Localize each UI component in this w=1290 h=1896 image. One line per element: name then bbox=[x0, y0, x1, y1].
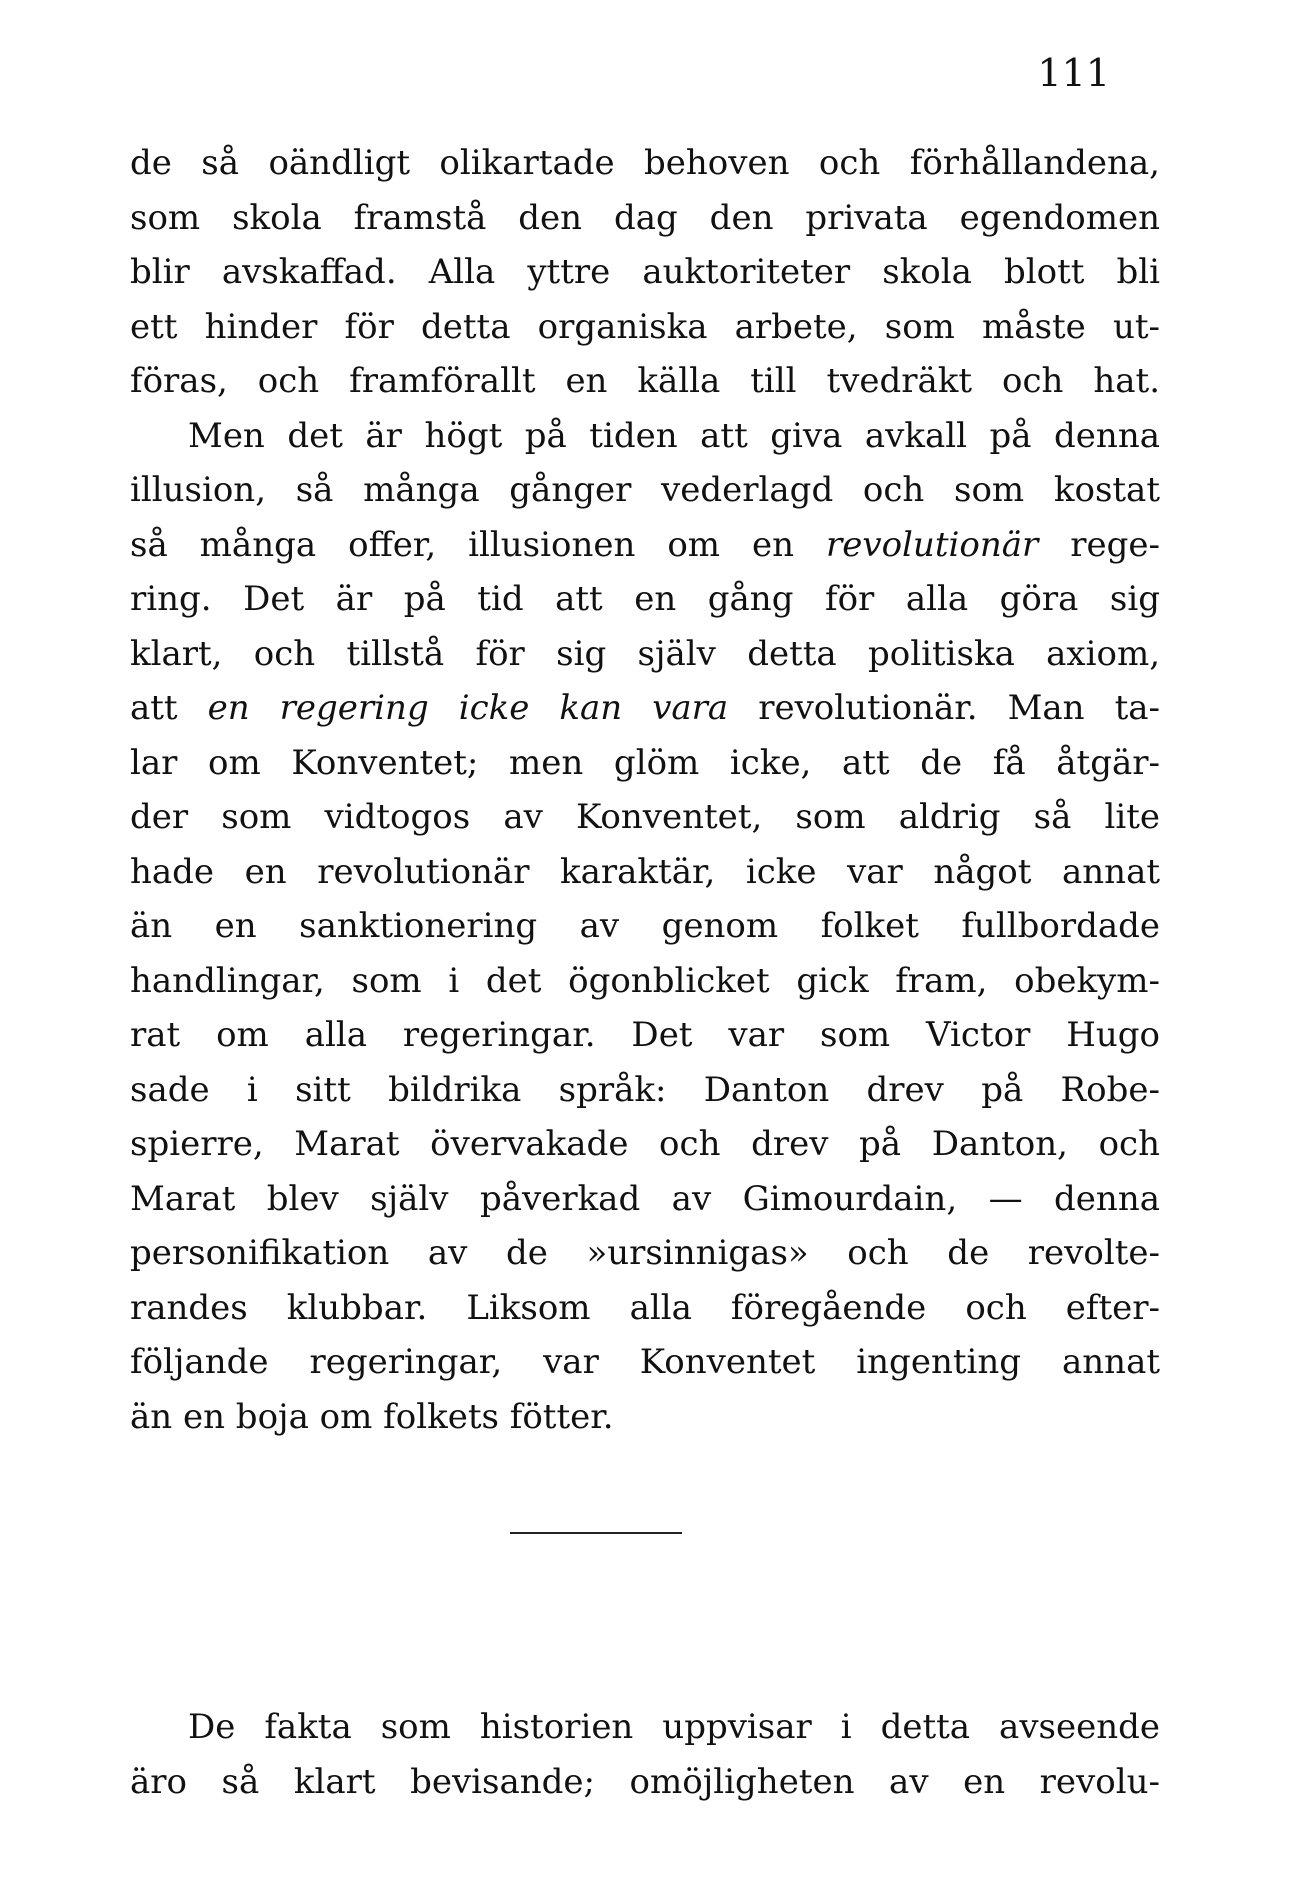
text-line: än en sanktionering av genom folket fullbordade bbox=[130, 906, 1160, 946]
text-line: Men det är högt på tiden att giva avkall på denna bbox=[188, 415, 1160, 456]
italic-text: en regering icke kan vara bbox=[207, 688, 729, 728]
text-line: Marat blev själv påverkad av Gimourdain, — denna bbox=[130, 1178, 1160, 1219]
text-line: blir avskaffad. Alla yttre auktoriteter skola blott bli bbox=[130, 252, 1160, 292]
text-line: de så oändligt olikartade behoven och förhållandena, bbox=[130, 143, 1160, 183]
text-line bbox=[130, 518, 1160, 573]
italic-text: revolutionär bbox=[826, 524, 1039, 565]
text-line: äro så klart bevisande; omöjligheten av en revolu- bbox=[130, 1761, 1160, 1802]
text-line: der som vidtogos av Konventet, som aldrig så lite bbox=[130, 797, 1160, 837]
page-number: 111 bbox=[1037, 51, 1110, 95]
text-line: handlingar, som i det ögonblicket gick fram, obekym- bbox=[130, 960, 1160, 1001]
text-line: klart, och tillstå för sig själv detta politiska axiom, bbox=[130, 633, 1160, 674]
text-line: följande regeringar, var Konventet ingenting annat bbox=[130, 1342, 1160, 1382]
text-line: än en boja om folkets fötter. bbox=[130, 1396, 614, 1437]
text-segment: revolutionär. Man ta- bbox=[728, 688, 1160, 728]
text-segment: så många offer, illusionen om en bbox=[130, 524, 826, 565]
text-line: ett hinder för detta organiska arbete, som måste ut- bbox=[130, 306, 1160, 347]
text-line: personifikation av de »ursinnigas» och de revolte- bbox=[130, 1233, 1160, 1273]
text-segment: rege- bbox=[1038, 524, 1160, 565]
paragraph-continued bbox=[130, 136, 1160, 1444]
text-line bbox=[130, 681, 1160, 736]
text-line: som skola framstå den dag den privata egendomen bbox=[130, 197, 1160, 238]
text-line: De fakta som historien uppvisar i detta avseende bbox=[188, 1707, 1160, 1747]
text-line: ring. Det är på tid att en gång för alla göra sig bbox=[130, 579, 1160, 619]
text-line: lar om Konventet; men glöm icke, att de få åtgär- bbox=[130, 742, 1160, 783]
text-line: hade en revolutionär karaktär, icke var något annat bbox=[130, 851, 1160, 892]
text-line: föras, och framförallt en källa till tvedräkt och hat. bbox=[130, 361, 1160, 401]
text-line: rat om alla regeringar. Det var som Victor Hugo bbox=[130, 1015, 1160, 1055]
text-line: illusion, så många gånger vederlagd och som kostat bbox=[130, 470, 1160, 510]
section-separator bbox=[510, 1532, 682, 1534]
text-line: sade i sitt bildrika språk: Danton drev på Robe- bbox=[130, 1069, 1160, 1110]
paragraph-new bbox=[130, 1700, 1160, 1809]
text-segment: att bbox=[130, 688, 208, 728]
text-line: spierre, Marat övervakade och drev på Danton, och bbox=[130, 1124, 1160, 1164]
text-line: randes klubbar. Liksom alla föregående och efter- bbox=[130, 1287, 1160, 1328]
